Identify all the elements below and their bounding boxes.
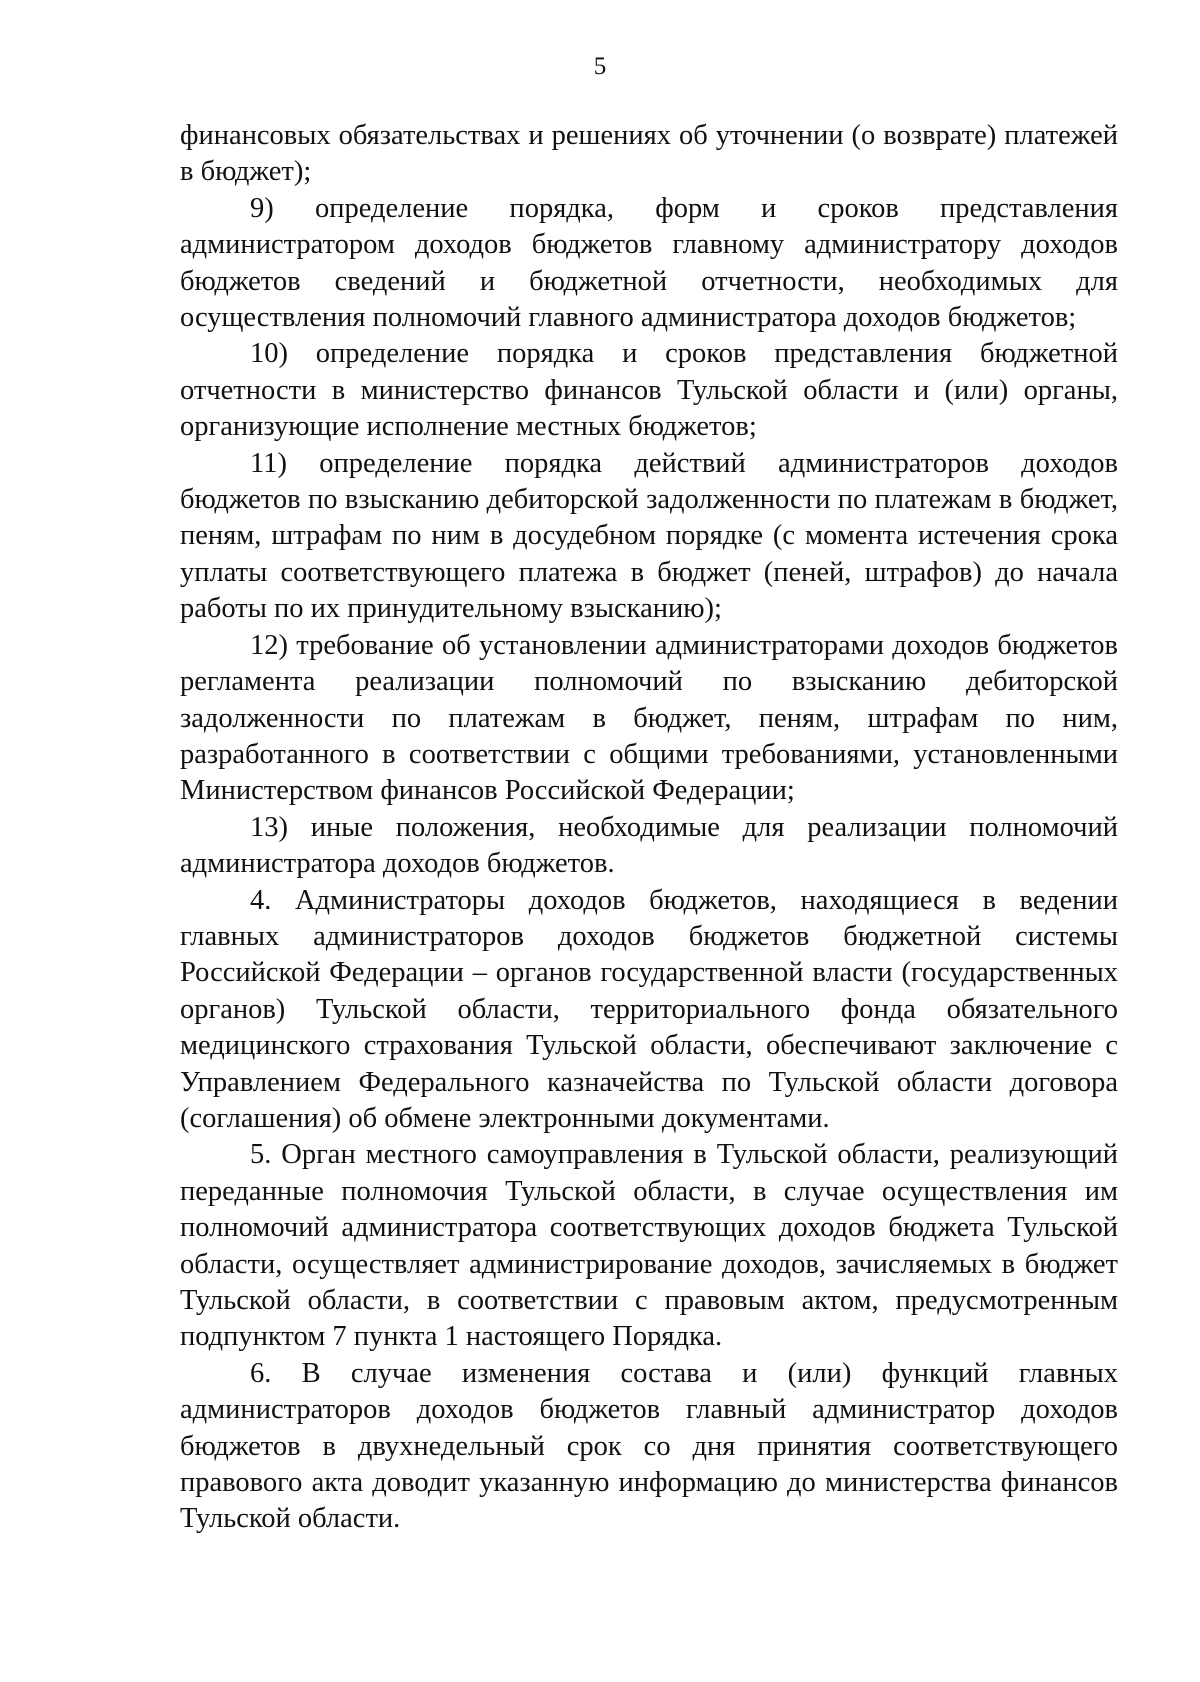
paragraph-item-10: 10) определение порядка и сроков представления бюджетной отчетности в министерство финансов Тульской области и (или) органы, организующие исполнение местных бюджетов;: [180, 338, 1118, 443]
paragraph-continuation: финансовых обязательствах и решениях об уточнении (о возврате) платежей в бюджет);: [180, 120, 1118, 188]
page-number: 5: [593, 53, 607, 80]
paragraph-section-4: 4. Администраторы доходов бюджетов, находящиеся в ведении главных администраторов доходов бюджетов бюджетной системы Российской Федерации – органов государственной власти (государственных органов) Тульской области, территориального фонда обязательного медицинского страхования Тульской области, обеспечивают заключение с Управлением Федерального казначейства по Тульской области договора (соглашения) об обмене электронными документами.: [180, 884, 1118, 1134]
paragraph-section-5: 5. Орган местного самоуправления в Тульской области, реализующий переданные полномочия Тульской области, в случае осуществления им полномочий администратора соответствующих доходов бюджета Тульской области, осуществляет администрирование доходов, зачисляемых в бюджет Тульской области, в соответствии с правовым актом, предусмотренным подпунктом 7 пункта 1 настоящего Порядка.: [180, 1139, 1118, 1353]
paragraph-section-6: 6. В случае изменения состава и (или) функций главных администраторов доходов бюджетов главный администратор доходов бюджетов в двухнедельный срок со дня принятия соответствующего правового акта доводит указанную информацию до министерства финансов Тульской области.: [180, 1357, 1118, 1535]
document-body: [180, 118, 1118, 1538]
paragraph-item-13: 13) иные положения, необходимые для реализации полномочий администратора доходов бюджетов.: [180, 811, 1118, 880]
paragraph-item-12: 12) требование об установлении администраторами доходов бюджетов регламента реализации полномочий по взысканию дебиторской задолженности по платежам в бюджет, пеням, штрафам по ним, разработанного в соответствии с общими требованиями, установленными Министерством финансов Российской Федерации;: [180, 629, 1118, 807]
paragraph-item-11: 11) определение порядка действий администраторов доходов бюджетов по взысканию дебиторской задолженности по платежам в бюджет, пеням, штрафам по ним в досудебном порядке (с момента истечения срока уплаты соответствующего платежа в бюджет (пеней, штрафов) до начала работы по их принудительному взысканию);: [180, 447, 1118, 625]
paragraph-item-9: 9) определение порядка, форм и сроков представления администратором доходов бюджетов главному администратору доходов бюджетов сведений и бюджетной отчетности, необходимых для осуществления полномочий главного администратора доходов бюджетов;: [180, 192, 1118, 334]
